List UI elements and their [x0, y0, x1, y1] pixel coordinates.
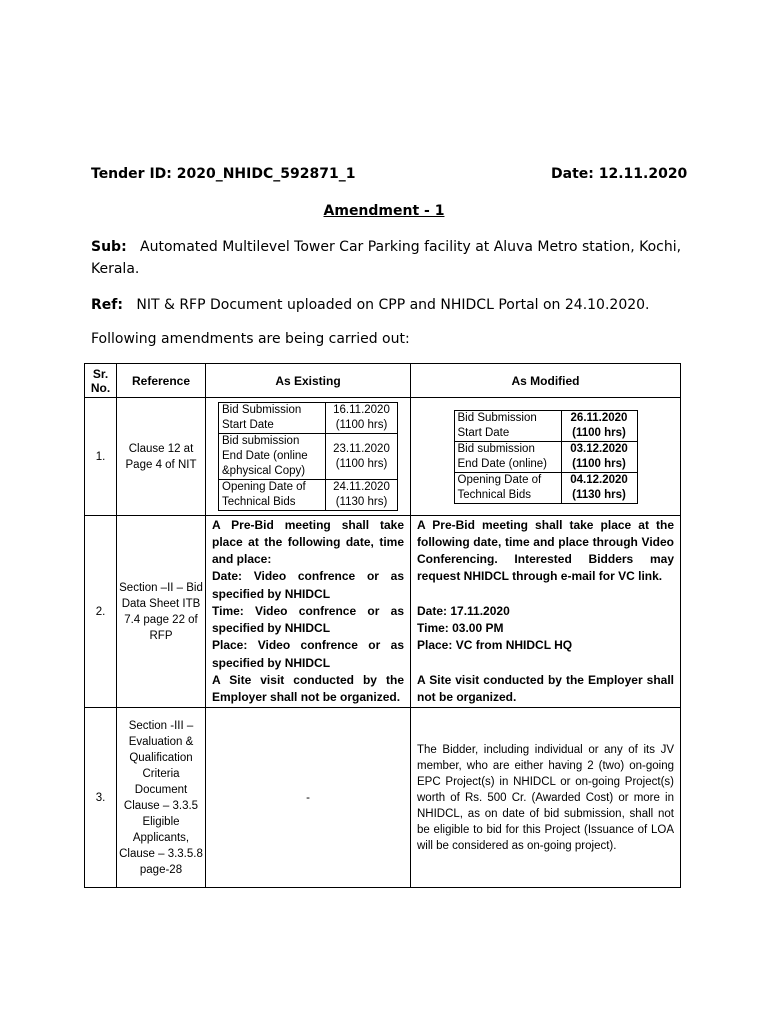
existing-prebid-place: Place: Video confrence or as specified by NHIDCL: [212, 638, 404, 670]
row-existing: [206, 398, 411, 516]
header-as-modified: As Modified: [411, 364, 681, 398]
amendments-table: [84, 363, 681, 888]
subject-line: Sub: Automated Multilevel Tower Car Parking facility at Aluva Metro station, Kochi, Kerala.: [91, 239, 682, 277]
existing-value: 16.11.2020 (1100 hrs): [326, 403, 398, 434]
reference-line: Ref: NIT & RFP Document uploaded on CPP and NHIDCL Portal on 24.10.2020.: [91, 297, 650, 313]
modified-label: Opening Date of Technical Bids: [454, 472, 561, 503]
table-header-row: [85, 364, 681, 398]
row-reference: Section –II – Bid Data Sheet ITB 7.4 page 22 of RFP: [117, 516, 206, 708]
row-modified: [411, 516, 681, 708]
subject-text: Automated Multilevel Tower Car Parking facility at Aluva Metro station, Kochi, Kerala.: [91, 239, 682, 277]
modified-prebid-time: Time: 03.00 PM: [417, 621, 504, 636]
subject-label: Sub: [91, 239, 122, 255]
existing-prebid-time: Time: Video confrence or as specified by NHIDCL: [212, 603, 404, 636]
row-sr-no: 2.: [85, 516, 117, 708]
row-existing: [206, 516, 411, 708]
row-sr-no: 3.: [85, 708, 117, 888]
modified-label: Bid submission End Date (online): [454, 441, 561, 472]
existing-label: Opening Date of Technical Bids: [219, 480, 326, 511]
row-reference: Section -III – Evaluation & Qualification Criteria Document Clause – 3.3.5 Eligible Applicants, Clause – 3.3.5.8 page-28: [117, 708, 206, 888]
modified-site-visit: A Site visit conducted by the Employer shall not be organized.: [417, 672, 674, 704]
table-row: [85, 516, 681, 708]
existing-prebid-date: Date: Video confrence or as specified by NHIDCL: [212, 569, 404, 601]
reference-text: NIT & RFP Document uploaded on CPP and NHIDCL Portal on 24.10.2020.: [136, 297, 650, 313]
row-sr-no: 1.: [85, 398, 117, 516]
amendment-title: Amendment - 1: [323, 203, 445, 219]
existing-prebid-intro: A Pre-Bid meeting shall take place at the following date, time and place:: [212, 517, 404, 567]
modified-value: 26.11.2020 (1100 hrs): [570, 411, 628, 439]
existing-dates-table: [218, 402, 398, 511]
header-reference: Reference: [117, 364, 206, 398]
document-date: Date: 12.11.2020: [551, 166, 688, 182]
existing-value: 23.11.2020 (1100 hrs): [326, 434, 398, 480]
reference-label: Ref: [91, 297, 118, 313]
existing-value: 24.11.2020 (1130 hrs): [326, 480, 398, 511]
row-existing: -: [206, 708, 411, 888]
existing-site-visit: A Site visit conducted by the Employer shall not be organized.: [212, 672, 404, 704]
table-row: [85, 398, 681, 516]
modified-dates-table: [454, 410, 638, 504]
row-reference: Clause 12 at Page 4 of NIT: [117, 398, 206, 516]
header-as-existing: As Existing: [206, 364, 411, 398]
modified-prebid-date: Date: 17.11.2020: [417, 603, 510, 618]
modified-label: Bid Submission Start Date: [454, 410, 561, 441]
modified-value: 04.12.2020 (1130 hrs): [570, 473, 628, 501]
modified-prebid-place: Place: VC from NHIDCL HQ: [417, 638, 573, 653]
existing-label: Bid submission End Date (online &physical Copy): [219, 434, 326, 480]
modified-value: 03.12.2020 (1100 hrs): [570, 442, 628, 470]
intro-line: Following amendments are being carried out:: [91, 331, 410, 347]
row-modified: [411, 398, 681, 516]
table-row: [85, 708, 681, 888]
header-sr-no: Sr. No.: [85, 364, 117, 398]
existing-label: Bid Submission Start Date: [219, 403, 326, 434]
row-modified: The Bidder, including individual or any of its JV member, who are either having 2 (two) on-going EPC Project(s) in NHIDCL or on-going Project(s) worth of Rs. 500 Cr. (Awarded Cost) or more in NHIDCL, as on date of bid submission, shall not be eligible to bid for this Project (Issuance of LOA will be considered as on-going project).: [411, 708, 681, 888]
tender-id: Tender ID: 2020_NHIDC_592871_1: [91, 166, 356, 182]
modified-prebid-intro: A Pre-Bid meeting shall take place at the following date, time and place through Video Conferencing. Interested Bidders may request NHIDCL through e-mail for VC link.: [417, 517, 674, 584]
